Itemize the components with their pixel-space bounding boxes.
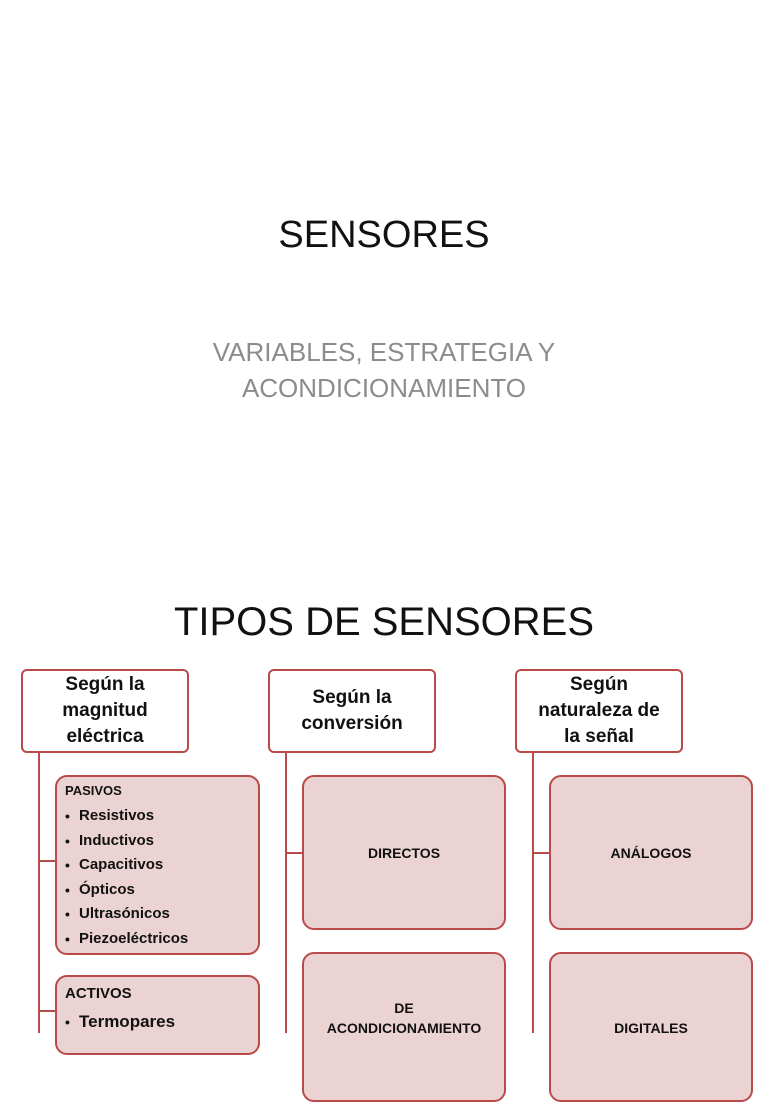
bullet-icon: •	[65, 906, 70, 922]
subtitle-line-1: VARIABLES, ESTRATEGIA Y	[212, 337, 556, 367]
box-acondicionamiento	[302, 952, 506, 1102]
list-item-label: Piezoeléctricos	[79, 929, 189, 947]
connector-vertical-2	[285, 753, 287, 1033]
list-item-label: Ópticos	[79, 880, 135, 898]
list-item	[65, 902, 250, 927]
box-label: DE	[394, 1000, 414, 1016]
slide1-subtitle	[0, 334, 768, 406]
bullet-icon: •	[65, 832, 70, 849]
bullet-icon: •	[65, 808, 70, 824]
slide2-title: TIPOS DE SENSORES	[173, 600, 595, 644]
list-item-label: Inductivos	[79, 831, 155, 849]
box-analogos	[549, 775, 753, 930]
header-line: eléctrica	[66, 726, 144, 747]
header-line: la señal	[564, 726, 634, 747]
box-pasivos	[55, 775, 260, 955]
bullet-icon: •	[65, 930, 70, 947]
connector-vertical-3	[532, 753, 534, 1033]
box-directos	[302, 775, 506, 930]
list-item	[65, 804, 250, 829]
header-line: conversión	[301, 713, 403, 734]
header-naturaleza-senal	[515, 669, 683, 753]
connector-activos	[38, 1010, 55, 1012]
list-item-label: Ultrasónicos	[79, 905, 170, 922]
connector-directos	[285, 852, 302, 854]
box-digitales	[549, 952, 753, 1102]
pasivos-title: PASIVOS	[65, 783, 122, 798]
connector-analogos	[532, 852, 549, 854]
list-item-label: Capacitivos	[79, 856, 164, 873]
box-activos	[55, 975, 260, 1055]
box-label: ACONDICIONAMIENTO	[326, 1020, 482, 1036]
list-item	[65, 1010, 250, 1035]
box-label-group	[327, 998, 482, 1038]
box-label: DIRECTOS	[367, 844, 441, 861]
list-item-label: Termopares	[79, 1012, 176, 1031]
header-conversion	[268, 669, 436, 753]
list-item-label: Resistivos	[79, 807, 155, 824]
connector-pasivos	[38, 860, 55, 862]
header-line: Según	[569, 674, 629, 695]
slide1-title: SENSORES	[278, 214, 490, 256]
list-item	[65, 878, 250, 903]
list-item	[65, 829, 250, 854]
header-line: magnitud	[62, 700, 148, 721]
list-item	[65, 853, 250, 878]
header-line: Según la	[65, 674, 145, 695]
subtitle-line-2: ACONDICIONAMIENTO	[241, 373, 527, 403]
connector-vertical-1	[38, 753, 40, 1033]
list-item	[65, 927, 250, 952]
header-line: naturaleza de	[538, 700, 660, 721]
box-label: ANÁLOGOS	[610, 844, 692, 861]
activos-title: ACTIVOS	[65, 985, 132, 1002]
box-label: DIGITALES	[614, 1020, 688, 1036]
header-magnitud-electrica	[21, 669, 189, 753]
header-line: Según la	[312, 687, 392, 708]
bullet-icon: •	[65, 857, 70, 873]
bullet-icon: •	[65, 1014, 70, 1030]
bullet-icon: •	[65, 881, 70, 898]
